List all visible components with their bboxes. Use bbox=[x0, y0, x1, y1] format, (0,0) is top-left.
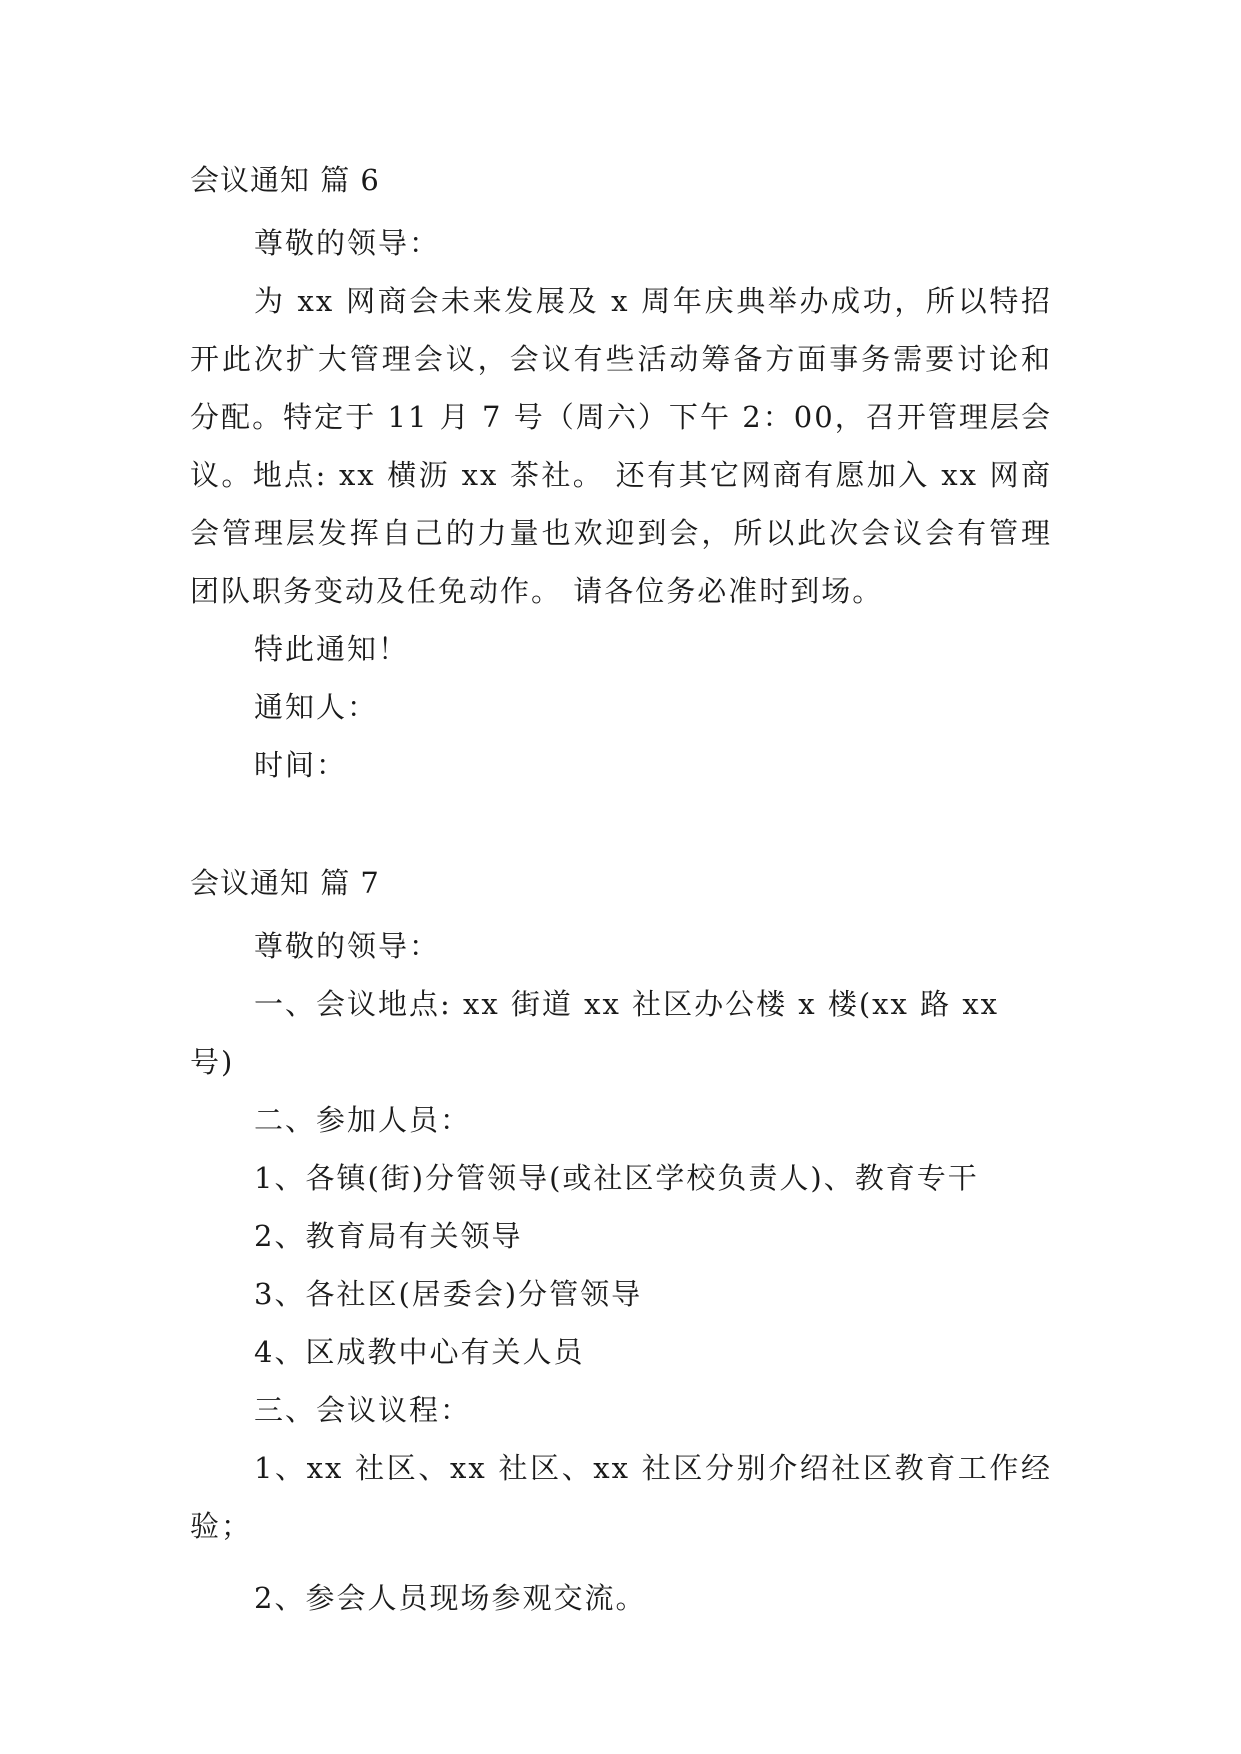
salutation: 尊敬的领导： bbox=[254, 929, 441, 963]
time-line: 时间： bbox=[254, 748, 348, 782]
section-heading: 会议通知 篇 6 bbox=[190, 163, 380, 197]
salutation: 尊敬的领导： bbox=[254, 226, 441, 260]
list-item: 二、参加人员： bbox=[254, 1103, 472, 1137]
list-item: 一、会议地点: xx 街道 xx 社区办公楼 x 楼(xx 路 xx 号) bbox=[190, 987, 1000, 1079]
notice-section-7 bbox=[190, 863, 1052, 1627]
list-item: 3、各社区(居委会)分管领导 bbox=[254, 1277, 643, 1311]
list-item: 1、各镇(街)分管领导(或社区学校负责人)、教育专干 bbox=[254, 1161, 979, 1195]
notifier-line: 通知人： bbox=[254, 690, 379, 724]
list-item: 4、区成教中心有关人员 bbox=[254, 1335, 585, 1369]
list-item: 1、xx 社区、xx 社区、xx 社区分别介绍社区教育工作经验； bbox=[190, 1451, 1052, 1543]
list-item: 2、参会人员现场参观交流。 bbox=[254, 1581, 647, 1615]
section-heading: 会议通知 篇 7 bbox=[190, 866, 380, 900]
body-paragraph: 为 xx 网商会未来发展及 x 周年庆典举办成功，所以特招开此次扩大管理会议，会议有些活动筹备方面事务需要讨论和分配。特定于 11 月 7 号（周六）下午 2：00，召开管理层会议。地点: xx 横沥 xx 茶社。 还有其它网商有愿加入 xx 网商会管理层发挥自己的力量也欢迎到会，所以此次会议会有管理团队职务变动及任免动作。 请各位务必准时到场。 bbox=[190, 284, 1052, 608]
list-item: 2、教育局有关领导 bbox=[254, 1219, 523, 1253]
list-item: 三、会议议程： bbox=[254, 1393, 472, 1427]
closing-line: 特此通知！ bbox=[254, 632, 410, 666]
notice-section-6 bbox=[190, 160, 1052, 794]
